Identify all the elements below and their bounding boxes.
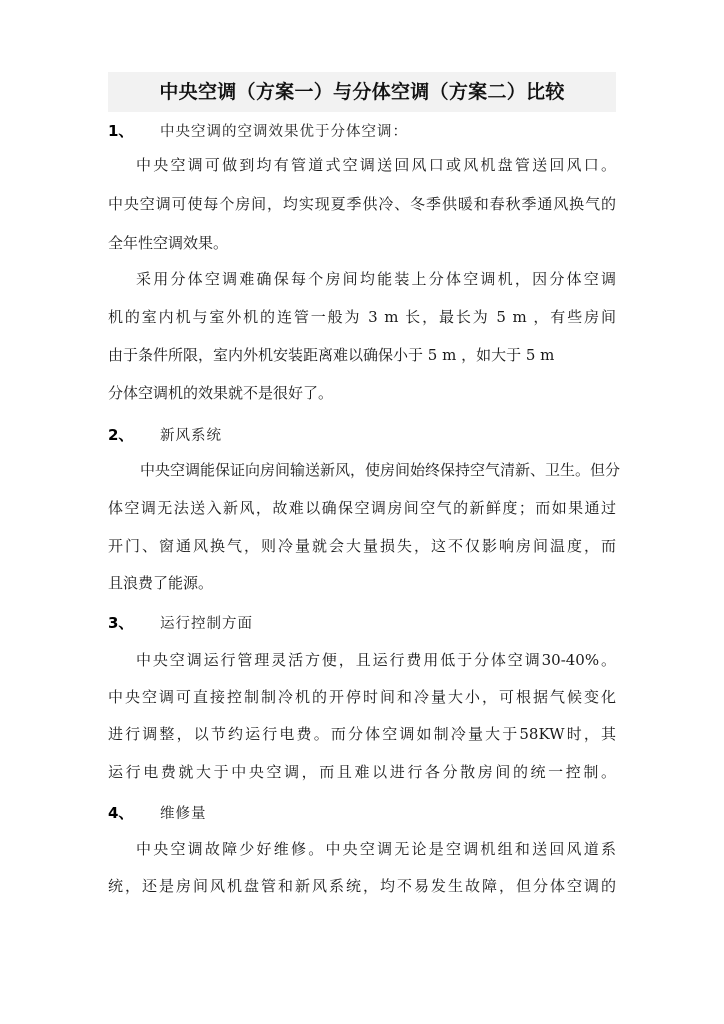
section-1-number: 1、 — [108, 122, 134, 140]
section-3-number: 3、 — [108, 614, 134, 632]
section-1-line: 分体空调机的效果就不是很好了。 — [108, 384, 334, 402]
section-1-line: 由于条件所限，室内外机安装距离难以确保小于 5 m ，如大于 5 m — [108, 346, 555, 364]
section-4-title: 维修量 — [160, 806, 207, 822]
section-1-line: 中央空调可做到均有管道式空调送回风口或风机盘管送回风口。 — [136, 156, 616, 174]
section-1-line: 全年性空调效果。 — [108, 234, 229, 252]
document-title: 中央空调（方案一）与分体空调（方案二）比较 — [159, 81, 565, 103]
section-4-line: 统，还是房间风机盘管和新风系统，均不易发生故障，但分体空调的 — [108, 877, 616, 895]
section-3-line: 中央空调可直接控制制冷机的开停时间和冷量大小，可根据气候变化 — [108, 688, 616, 706]
section-1-heading — [108, 117, 408, 145]
section-2-line: 且浪费了能源。 — [108, 574, 214, 592]
section-3-line: 中央空调运行管理灵活方便，且运行费用低于分体空调30-40%。 — [136, 651, 616, 669]
section-4-number: 4、 — [108, 804, 134, 822]
section-3-line: 进行调整，以节约运行电费。而分体空调如制冷量大于58KW时，其 — [108, 725, 616, 743]
section-4-heading — [108, 799, 207, 827]
section-3-line: 运行电费就大于中央空调，而且难以进行各分散房间的统一控制。 — [108, 763, 616, 781]
section-1-title: 中央空调的空调效果优于分体空调： — [160, 124, 408, 140]
section-1-line: 采用分体空调难确保每个房间均能装上分体空调机，因分体空调 — [136, 270, 616, 288]
section-2-line: 中央空调能保证向房间输送新风，使房间始终保持空气清新、卫生。但分 — [140, 461, 621, 479]
section-4-line: 中央空调故障少好维修。中央空调无论是空调机组和送回风道系 — [136, 840, 616, 858]
section-3-heading — [108, 609, 253, 637]
section-2-line: 开门、窗通风换气，则冷量就会大量损失，这不仅影响房间温度，而 — [108, 537, 616, 555]
section-1-line: 机的室内机与室外机的连管一般为 3 m 长，最长为 5 m ，有些房间 — [108, 308, 616, 326]
section-3-title: 运行控制方面 — [160, 616, 253, 632]
section-2-number: 2、 — [108, 426, 134, 444]
section-2-heading — [108, 421, 222, 449]
section-2-line: 体空调无法送入新风，故难以确保空调房间空气的新鲜度；而如果通过 — [108, 499, 616, 517]
section-2-title: 新风系统 — [160, 428, 222, 444]
section-1-line: 中央空调可使每个房间，均实现夏季供冷、冬季供暖和春秋季通风换气的 — [108, 195, 616, 213]
